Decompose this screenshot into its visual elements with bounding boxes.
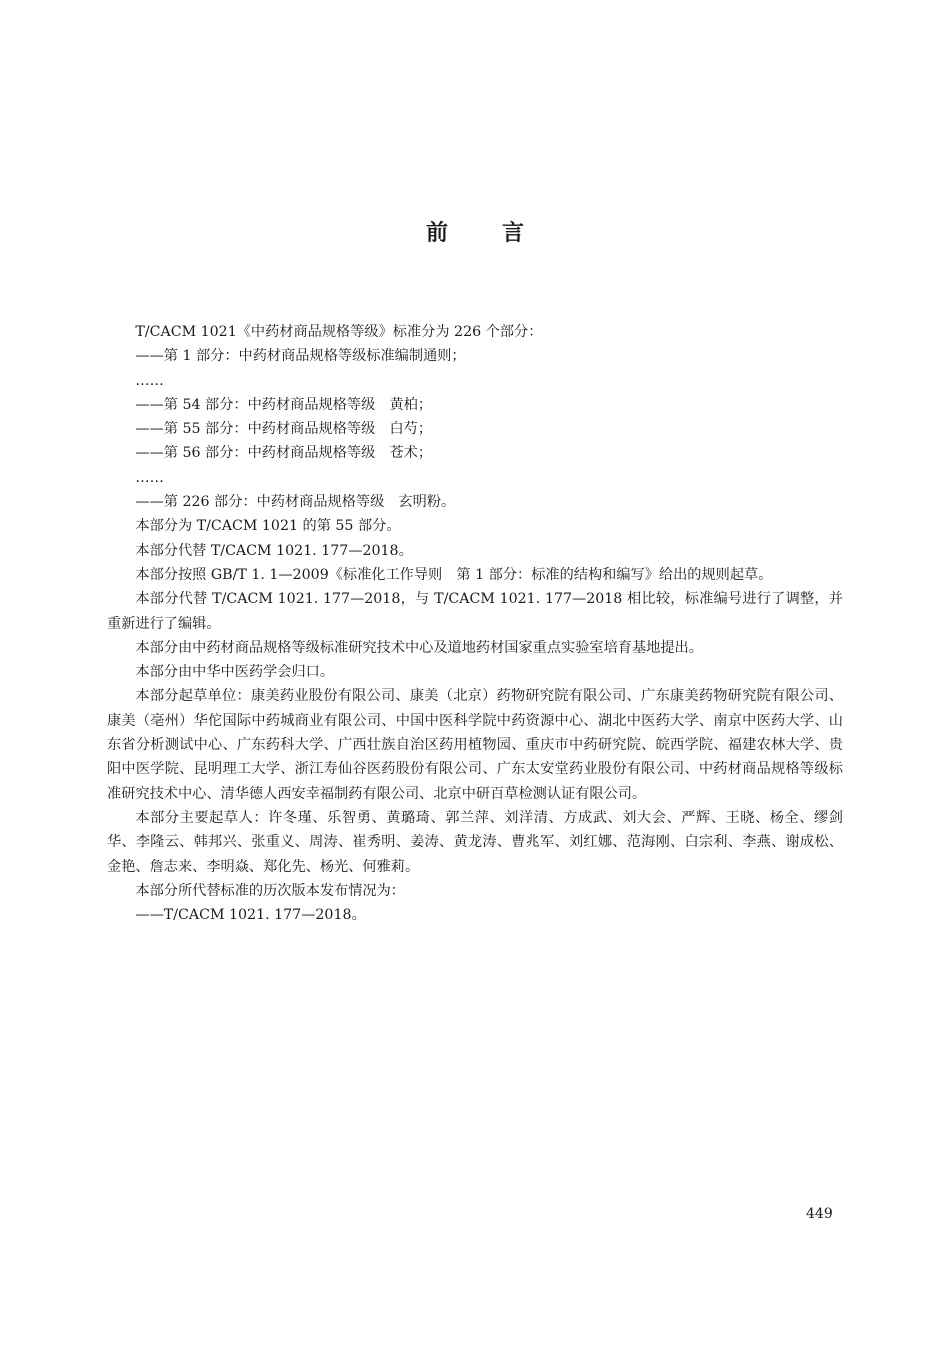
page-title bbox=[0, 218, 950, 250]
paragraph-under-jurisdiction: 本部分由中华中医药学会归口。 bbox=[135, 664, 335, 681]
ellipsis: …… bbox=[135, 372, 164, 389]
paragraph-changes: 本部分代替 T/CACM 1021. 177—2018，与 T/CACM 1021. 177—2018 相比较，标准编号进行了调整，并重新进行了编辑。 bbox=[107, 591, 843, 632]
paragraph-intro: T/CACM 1021《中药材商品规格等级》标准分为 226 个部分： bbox=[135, 324, 543, 340]
paragraph-drafting-units: 本部分起草单位：康美药业股份有限公司、康美（北京）药物研究院有限公司、广东康美药物研究院有限公司、康美（亳州）华佗国际中药城商业有限公司、中国中医科学院中药资源中心、湖北中医药大学、南京中医药大学、山东省分析测试中心、广东药科大学、广西壮族自治区药用植物园、重庆市中药研究院、皖西学院、福建农林大学、贵阳中医学院、昆明理工大学、浙江寿仙谷医药股份有限公司、广东太安堂药业股份有限公司、中药材商品规格等级标准研究技术中心、清华德人西安幸福制药有限公司、北京中研百草检测认证有限公司。 bbox=[107, 688, 843, 802]
paragraph-drafting-rules: 本部分按照 GB/T 1. 1—2009《标准化工作导则 第 1 部分：标准的结构和编写》给出的规则起草。 bbox=[135, 566, 773, 583]
paragraph-proposed-by: 本部分由中药材商品规格等级标准研究技术中心及道地药材国家重点实验室培育基地提出。 bbox=[135, 639, 703, 656]
page-title-char-1: 前 bbox=[425, 221, 448, 246]
paragraph-part-statement: 本部分为 T/CACM 1021 的第 55 部分。 bbox=[135, 518, 401, 535]
page-number: 449 bbox=[806, 1206, 833, 1222]
paragraph-replaces: 本部分代替 T/CACM 1021. 177—2018。 bbox=[135, 542, 413, 559]
foreword-body bbox=[107, 320, 843, 927]
paragraph-drafters: 本部分主要起草人：许冬瑾、乐智勇、黄璐琦、郭兰萍、刘洋清、方成武、刘大会、严辉、王晓、杨全、缪剑华、李隆云、韩邦兴、张重义、周涛、崔秀明、姜涛、黄龙涛、曹兆军、刘红娜、范海刚、白宗利、李燕、谢成松、金艳、詹志来、李明焱、郑化先、杨光、何雅莉。 bbox=[107, 809, 843, 875]
list-item-part-1: ——第 1 部分：中药材商品规格等级标准编制通则； bbox=[135, 348, 466, 365]
list-item-part-56: ——第 56 部分：中药材商品规格等级 苍术； bbox=[135, 445, 433, 462]
ellipsis: …… bbox=[135, 469, 164, 486]
list-item-part-226: ——第 226 部分：中药材商品规格等级 玄明粉。 bbox=[135, 494, 456, 511]
list-item-part-55: ——第 55 部分：中药材商品规格等级 白芍； bbox=[135, 421, 433, 438]
page-title-char-2: 言 bbox=[502, 221, 525, 246]
list-item-part-54: ——第 54 部分：中药材商品规格等级 黄柏； bbox=[135, 396, 433, 413]
list-item-previous-edition: ——T/CACM 1021. 177—2018。 bbox=[135, 907, 366, 924]
paragraph-previous-editions: 本部分所代替标准的历次版本发布情况为： bbox=[135, 882, 405, 899]
